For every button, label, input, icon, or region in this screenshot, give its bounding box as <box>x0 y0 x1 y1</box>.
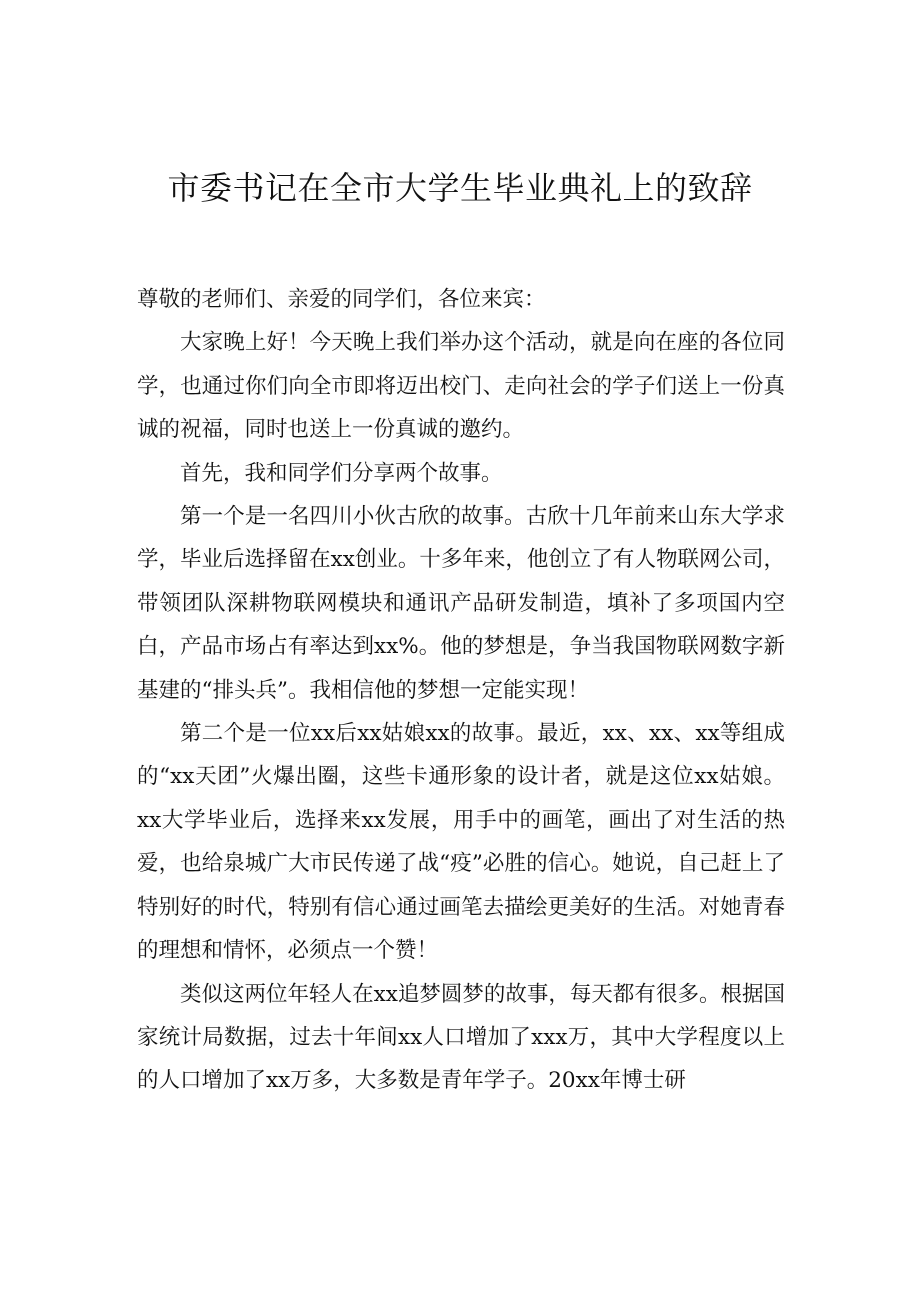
paragraph-statistics: 类似这两位年轻人在xx追梦圆梦的故事，每天都有很多。根据国家统计局数据，过去十年间xx人口增加了xxx万，其中大学程度以上的人口增加了xx万多，大多数是青年学子。20xx年博士研 <box>137 981 785 1094</box>
paragraph-greeting: 大家晚上好！今天晚上我们举办这个活动，就是向在座的各位同学，也通过你们向全市即将迈出校门、走向社会的学子们送上一份真诚的祝福，同时也送上一份真诚的邀约。 <box>137 330 785 443</box>
document-title: 市委书记在全市大学生毕业典礼上的致辞 <box>167 169 753 207</box>
paragraph-intro: 首先，我和同学们分享两个故事。 <box>180 460 503 486</box>
paragraph-story-one: 第一个是一名四川小伙古欣的故事。古欣十几年前来山东大学求学，毕业后选择留在xx创业。十多年来，他创立了有人物联网公司，带领团队深耕物联网模块和通讯产品研发制造，填补了多项国内空白，产品市场占有率达到xx%。他的梦想是，争当我国物联网数字新基建的“排头兵”。我相信他的梦想一定能实现！ <box>137 504 785 703</box>
paragraph-story-two: 第二个是一位xx后xx姑娘xx的故事。最近，xx、xx、xx等组成的“xx天团”火爆出圈，这些卡通形象的设计者，就是这位xx姑娘。xx大学毕业后，选择来xx发展，用手中的画笔，画出了对生活的热爱，也给泉城广大市民传递了战“疫”必胜的信心。她说，自己赶上了特别好的时代，特别有信心通过画笔去描绘更美好的生活。对她青春的理想和情怀，必须点一个赞！ <box>137 721 785 964</box>
document-body <box>137 278 785 1103</box>
salutation: 尊敬的老师们、亲爱的同学们，各位来宾： <box>137 287 546 312</box>
